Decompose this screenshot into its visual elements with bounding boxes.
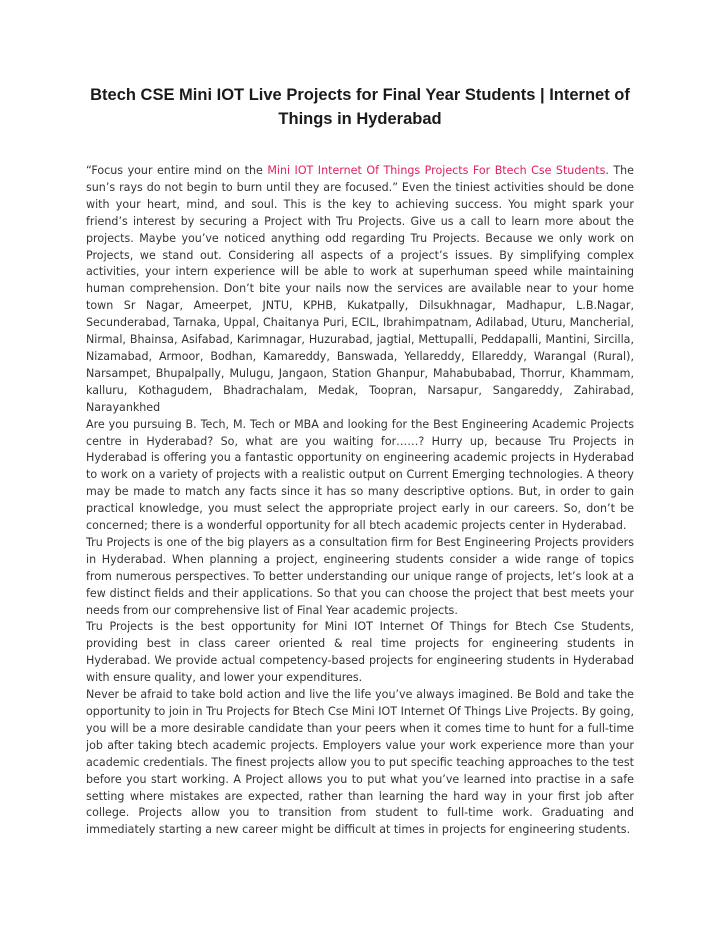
projects-link[interactable]: Mini IOT Internet Of Things Projects For Btech Cse Students <box>267 164 606 177</box>
paragraph-pursuing: Are you pursuing B. Tech, M. Tech or MBA and looking for the Best Engineering Academic Projects centre in Hyderabad? So, what are you waiting for……? Hurry up, because Tru Projects in Hyderabad is offering you a fantastic opportunity on engineering academic projects in Hyderabad to work on a variety of projects with a realistic output on Current Emerging technologies. A theory may be made to match any facts since it has so many descriptive options. But, in order to gain practical knowledge, you must select the appropriate project early in our careers. So, don’t be concerned; there is a wonderful opportunity for all btech academic projects center in Hyderabad. <box>86 417 634 533</box>
paragraph-opportunity: Tru Projects is the best opportunity for Mini IOT Internet Of Things for Btech Cse Students, providing best in class career oriented & real time projects for engineering students in Hyderabad. We provide actual competency-based projects for engineering students in Hyderabad with ensure quality, and lower your expenditures. <box>86 620 634 685</box>
document-body <box>86 163 634 839</box>
paragraph-bold-action: Never be afraid to take bold action and live the life you’ve always imagined. Be Bold and take the opportunity to join in Tru Projects for Btech Cse Mini IOT Internet Of Things Live Projects. By going, you will be a more desirable candidate than your peers when it comes time to hunt for a full-time job after taking btech academic projects. Employers value your work experience more than your academic credentials. The finest projects allow you to put specific teaching approaches to the test before you start working. A Project allows you to put what you’ve learned into practise in a safe setting where mistakes are expected, rather than learning the hard way in your first job after college. Projects allow you to transition from student to full-time work. Graduating and immediately starting a new career might be difficult at times in projects for engineering students. <box>86 688 634 837</box>
intro-text-before: “Focus your entire mind on the <box>86 164 268 177</box>
paragraph-intro <box>86 163 634 417</box>
intro-text-after: . The sun’s rays do not begin to burn until they are focused.” Even the tiniest activities should be done with your heart, mind, and soul. This is the key to achieving success. You might spark your friend’s interest by securing a Project with Tru Projects. Give us a call to learn more about the projects. Maybe you’ve noticed anything odd regarding Tru Projects. Because we only work on Projects, we stand out. Considering all aspects of a project’s issues. By simplifying complex activities, your intern experience will be able to work at superhuman speed while maintaining human comprehension. Don’t bite your nails now the services are available near to your home town Sr Nagar, Ameerpet, JNTU, KPHB, Kukatpally, Dilsukhnagar, Madhapur, L.B.Nagar, Secunderabad, Tarnaka, Uppal, Chaitanya Puri, ECIL, Ibrahimpatnam, Adilabad, Uturu, Mancherial, Nirmal, Bhainsa, Asifabad, Karimnagar, Huzurabad, jagtial, Mettupalli, Peddapalli, Mantini, Sircilla, Nizamabad, Armoor, Bodhan, Kamareddy, Banswada, Yellareddy, Ellareddy, Warangal (Rural), Narsampet, Bhupalpally, Mulugu, Jangaon, Station Ghanpur, Mahabubabad, Thorrur, Khammam, kalluru, Kothagudem, Bhadrachalam, Medak, Toopran, Narsapur, Sangareddy, Zahirabad, Narayankhed <box>86 164 634 414</box>
document-title: Btech CSE Mini IOT Live Projects for Final Year Students | Internet of Things in Hyderabad <box>90 86 630 128</box>
paragraph-consultation: Tru Projects is one of the big players as a consultation firm for Best Engineering Projects providers in Hyderabad. When planning a project, engineering students consider a wide range of topics from numerous perspectives. To better understanding our unique range of projects, let’s look at a few distinct fields and their applications. So that you can choose the project that best meets your needs from our comprehensive list of Final Year academic projects. <box>86 535 634 617</box>
